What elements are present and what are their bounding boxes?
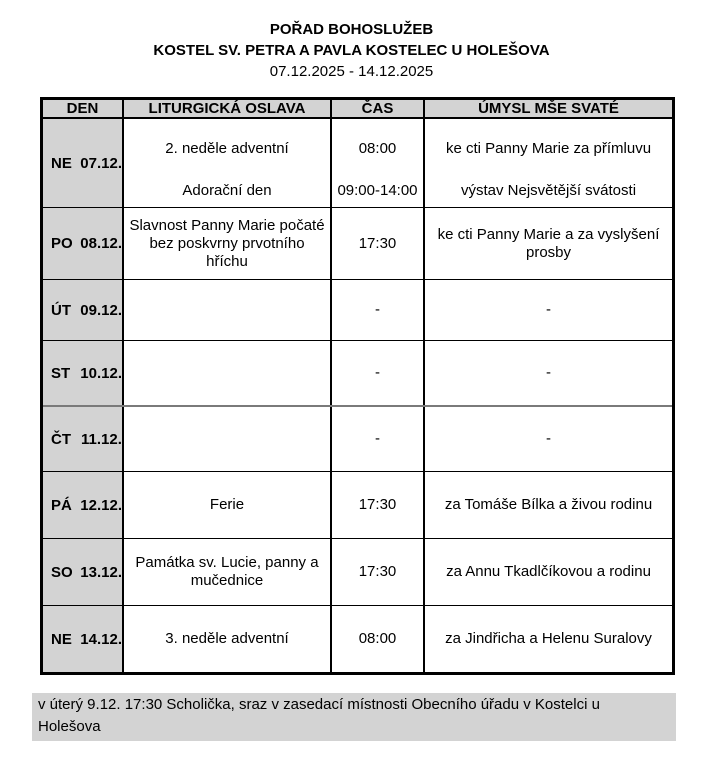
date-range: 07.12.2025 - 14.12.2025 [269,63,434,80]
celebration-cell [122,472,330,538]
table-row [43,279,672,340]
time-cell [330,472,423,538]
day-abbrev: ÚT [51,301,71,319]
day-cell [43,208,122,279]
day-date: 10.12. [80,364,122,382]
cas-text: 17:30 [358,496,397,513]
day-date: 09.12. [80,301,122,319]
intention-cell [423,119,672,207]
schedule-table [40,97,675,675]
table-row [43,207,672,279]
celebration-cell [122,280,330,340]
day-abbrev: SO [51,563,73,581]
time-cell [330,280,423,340]
table-row [43,538,672,605]
table-body [43,119,672,672]
cas-text: 08:00 [358,630,397,647]
intention-cell [423,341,672,405]
umysl-text: za Annu Tkadlčíkovou a rodinu [446,563,651,580]
cas-text: - [375,364,380,381]
day-cell [43,407,122,471]
table-row [43,471,672,538]
day-cell [43,539,122,605]
day-cell [43,606,122,672]
cas-text: - [375,430,380,447]
oslava-text: Adorační den [182,182,272,199]
footer-note-text: v úterý 9.12. 17:30 Scholička, sraz v zasedací místnosti Obecního úřadu v Kostelci u Holešova [38,696,600,735]
umysl-text: - [546,301,551,318]
table-header-row [43,100,672,119]
day-date: 07.12. [80,154,122,172]
time-cell [330,407,423,471]
day-date: 11.12. [81,430,122,448]
celebration-cell [122,208,330,279]
day-cell [43,280,122,340]
day-date: 08.12. [80,235,122,252]
table-row [43,119,672,207]
column-header-umysl-mse-svate: ÚMYSL MŠE SVATÉ [423,100,672,117]
day-cell [43,119,122,207]
cas-text: 17:30 [358,234,397,252]
umysl-text: - [546,364,551,381]
page-subtitle: KOSTEL SV. PETRA A PAVLA KOSTELEC U HOLEŠOVA [153,42,550,59]
time-cell [330,539,423,605]
day-date: 12.12. [80,496,122,514]
celebration-cell [122,119,330,207]
cas-text: 09:00-14:00 [337,182,418,199]
oslava-text: 2. neděle adventní [165,140,289,157]
cas-text: 17:30 [358,563,397,580]
intention-cell [423,280,672,340]
footer-note [32,693,676,741]
cas-text: - [375,301,380,318]
day-cell [43,341,122,405]
page-title: POŘAD BOHOSLUŽEB [269,21,434,38]
celebration-cell [122,341,330,405]
document-header [0,0,703,82]
oslava-text: Ferie [209,496,245,513]
celebration-cell [122,539,330,605]
celebration-cell [122,407,330,471]
day-abbrev: ST [51,364,71,382]
day-date: 13.12. [80,563,122,581]
column-header-cas: ČAS [330,100,423,117]
intention-cell [423,407,672,471]
time-cell [330,341,423,405]
column-header-liturgicka-oslava: LITURGICKÁ OSLAVA [122,100,330,117]
day-abbrev: PO [51,235,73,252]
oslava-text: Památka sv. Lucie, panny a mučednice [135,554,319,589]
umysl-text: - [546,430,551,447]
column-header-den: DEN [66,100,99,117]
day-date: 14.12. [80,630,122,648]
table-row [43,605,672,672]
table-row [43,340,672,405]
intention-cell [423,208,672,279]
time-cell [330,606,423,672]
umysl-text: ke cti Panny Marie za přímluvu [445,140,652,157]
cas-text: 08:00 [358,140,397,157]
day-abbrev: PÁ [51,496,72,514]
celebration-cell [122,606,330,672]
umysl-text: ke cti Panny Marie a za vyslyšení prosby [437,225,660,261]
day-abbrev: NE [51,154,72,172]
time-cell [330,208,423,279]
time-cell [330,119,423,207]
day-abbrev: NE [51,630,72,648]
table-row [43,405,672,471]
intention-cell [423,539,672,605]
umysl-text: za Jindřicha a Helenu Suralovy [445,630,652,647]
day-abbrev: ČT [51,430,71,448]
oslava-text: Slavnost Panny Marie počaté bez poskvrny prvotního hříchu [129,216,325,270]
intention-cell [423,606,672,672]
oslava-text: 3. neděle adventní [165,630,289,647]
intention-cell [423,472,672,538]
umysl-text: výstav Nejsvětější svátosti [460,182,637,199]
day-cell [43,472,122,538]
umysl-text: za Tomáše Bílka a živou rodinu [444,496,653,513]
